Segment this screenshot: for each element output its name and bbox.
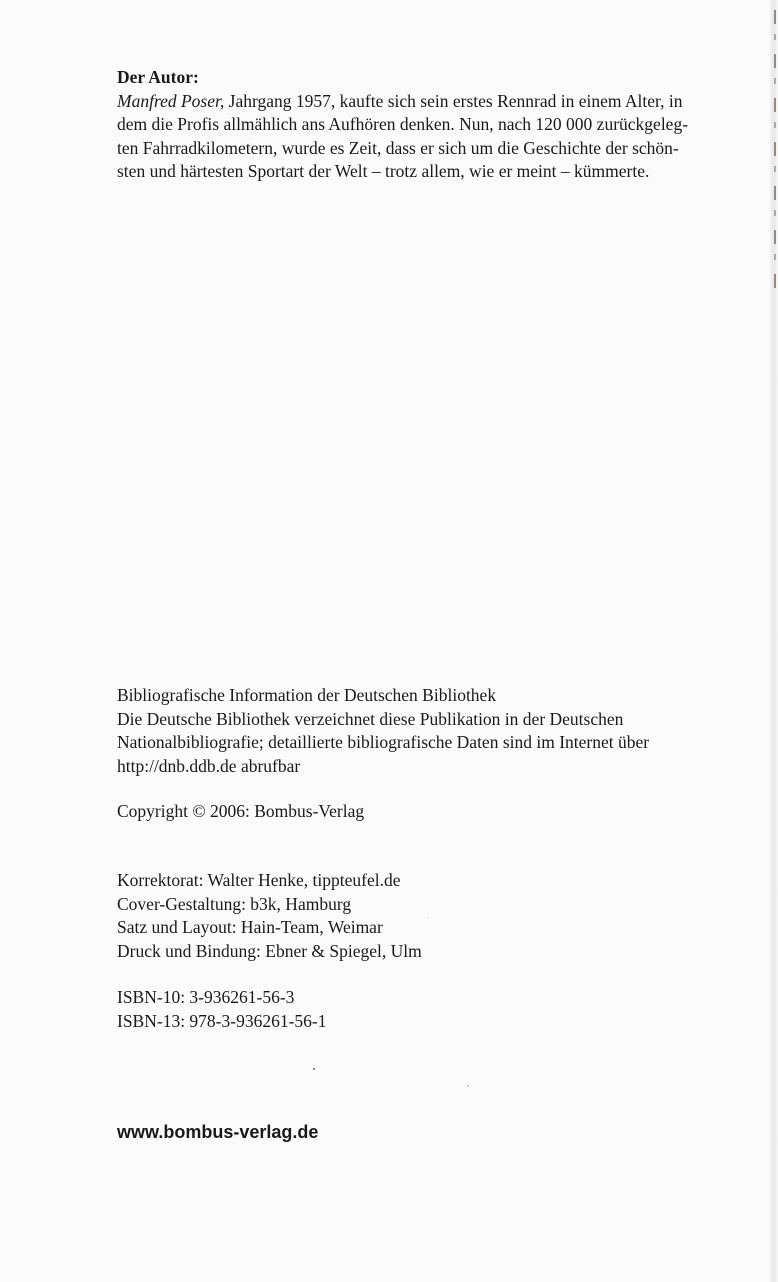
page-edge <box>770 0 778 1282</box>
credit-proofreading: Korrektorat: Walter Henke, tippteufel.de <box>117 870 401 890</box>
biblio-line-2: Die Deutsche Bibliothek verzeichnet diese Publikation in der Deutschen <box>117 708 624 729</box>
author-section <box>117 66 727 184</box>
scan-speck <box>313 1068 315 1070</box>
biblio-line-3: Nationalbibliografie; detaillierte bibliografische Daten sind im Internet über <box>117 732 650 753</box>
scan-speck <box>467 1085 469 1087</box>
author-bio-line-2: dem die Profis allmählich ans Aufhören denken. Nun, nach 120 000 zurückgeleg- <box>117 114 689 135</box>
biblio-line-4: http://dnb.ddb.de abrufbar <box>117 755 301 776</box>
credit-printing: Druck und Bindung: Ebner & Spiegel, Ulm <box>117 940 422 961</box>
production-credits <box>117 869 727 963</box>
isbn-10: ISBN-10: 3-936261-56-3 <box>117 987 295 1007</box>
biblio-heading: Bibliografische Information der Deutschen Bibliothek <box>117 685 497 705</box>
publisher-website: www.bombus-verlag.de <box>117 1122 319 1142</box>
author-heading: Der Autor: <box>117 67 199 87</box>
author-bio-line-1 <box>117 90 727 114</box>
author-bio-line-1-text: Jahrgang 1957, kaufte sich sein erstes Rennrad in einem Alter, in <box>224 90 683 111</box>
isbn-13: ISBN-13: 978-3-936261-56-1 <box>117 1010 327 1031</box>
credit-typesetting: Satz und Layout: Hain-Team, Weimar <box>117 917 383 938</box>
copyright-notice: Copyright © 2006: Bombus-Verlag <box>117 801 365 821</box>
author-bio-line-3: ten Fahrradkilometern, wurde es Zeit, dass er sich um die Geschichte der schön- <box>117 137 679 158</box>
credit-cover-design: Cover-Gestaltung: b3k, Hamburg <box>117 893 352 914</box>
scan-speck <box>428 917 429 918</box>
author-bio-line-4: sten und härtesten Sportart der Welt – trotz allem, wie er meint – kümmerte. <box>117 161 650 182</box>
isbn-numbers <box>117 986 727 1033</box>
author-name: Manfred Poser, <box>117 90 225 111</box>
edge-scan-mark <box>774 10 776 290</box>
bibliographic-info <box>117 684 727 778</box>
